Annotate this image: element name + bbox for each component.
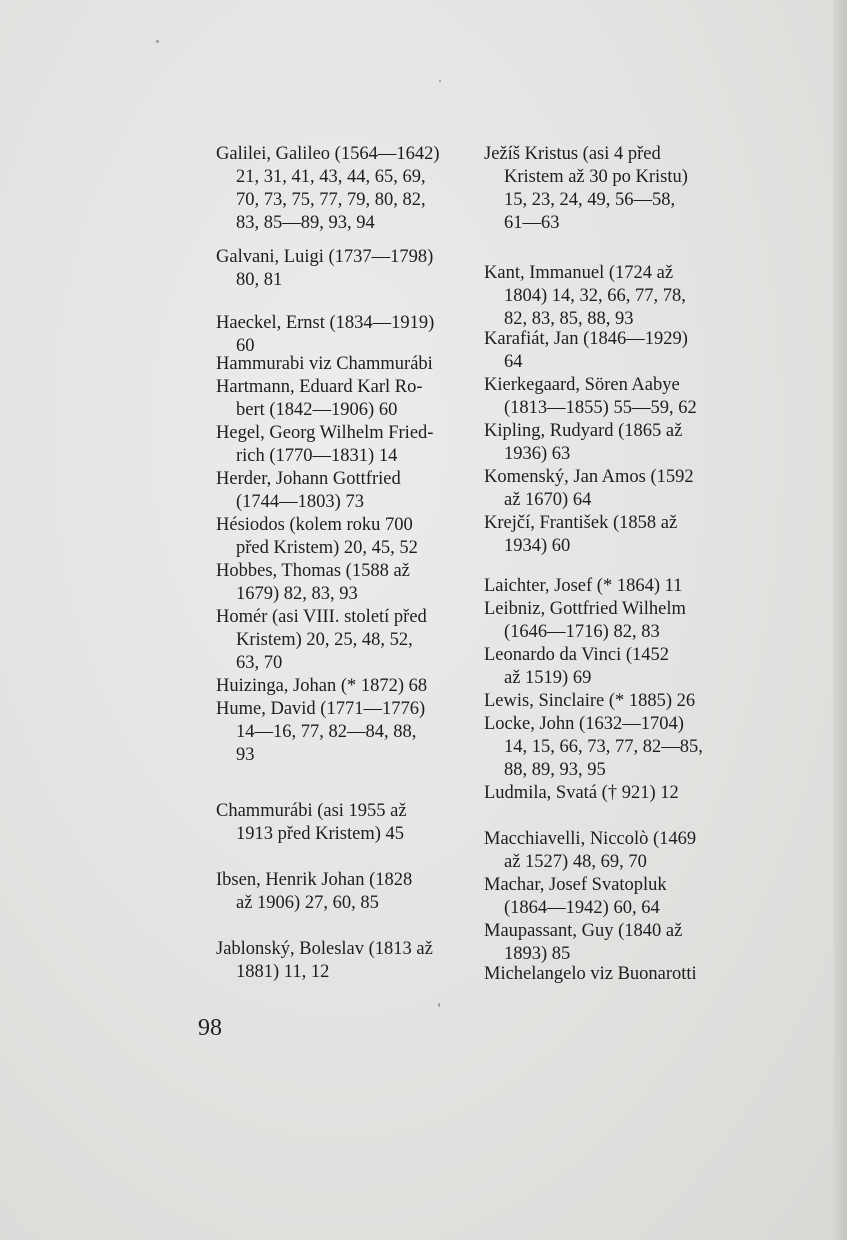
index-entry-heading-line: Ludmila, Svatá († 921) 12: [484, 783, 679, 803]
index-entry-continuation-line: Kristem) 20, 25, 48, 52,: [236, 630, 413, 650]
index-entry: [484, 328, 754, 374]
index-entry-continuation-line: 70, 73, 75, 77, 79, 80, 82,: [236, 190, 426, 210]
index-entry-heading-line: Komenský, Jan Amos (1592: [484, 467, 694, 487]
index-entry: [484, 512, 754, 558]
index-entry: [484, 782, 754, 805]
index-entry: [216, 606, 486, 675]
index-entry: [216, 312, 486, 358]
index-entry-heading-line: Maupassant, Guy (1840 až: [484, 921, 683, 941]
index-entry: [484, 143, 754, 235]
index-entry: [484, 644, 754, 690]
index-entry: [484, 713, 754, 782]
index-entry-heading-line: Kant, Immanuel (1724 až: [484, 263, 674, 283]
index-entry-continuation-line: až 1906) 27, 60, 85: [236, 893, 379, 913]
index-entry-heading-line: Hammurabi viz Chammurábi: [216, 354, 433, 374]
index-entry-continuation-line: 1804) 14, 32, 66, 77, 78,: [504, 286, 686, 306]
index-entry: [216, 353, 486, 376]
index-entry: [484, 420, 754, 466]
index-entry-heading-line: Hartmann, Eduard Karl Ro-: [216, 377, 423, 397]
index-entry: [216, 869, 486, 915]
index-entry: [216, 514, 486, 560]
index-entry-continuation-line: (1864—1942) 60, 64: [504, 898, 660, 918]
index-entry-heading-line: Kierkegaard, Sören Aabye: [484, 375, 680, 395]
index-entry: [484, 466, 754, 512]
index-entry: [216, 698, 486, 767]
index-entry-heading-line: Locke, John (1632—1704): [484, 714, 684, 734]
index-entry-continuation-line: 61—63: [504, 213, 560, 233]
index-entry-continuation-line: 93: [236, 745, 255, 765]
index-entry-continuation-line: 80, 81: [236, 270, 283, 290]
index-entry-heading-line: Chammurábi (asi 1955 až: [216, 801, 407, 821]
index-entry-heading-line: Leonardo da Vinci (1452: [484, 645, 670, 665]
index-entry: [216, 938, 486, 984]
index-entry-heading-line: Hésiodos (kolem roku 700: [216, 515, 413, 535]
index-entry: [216, 422, 486, 468]
index-entry-heading-line: Krejčí, František (1858 až: [484, 513, 678, 533]
index-entry-heading-line: Jablonský, Boleslav (1813 až: [216, 939, 433, 959]
index-entry-heading-line: Machar, Josef Svatopluk: [484, 875, 667, 895]
index-entry-heading-line: Michelangelo viz Buonarotti: [484, 964, 697, 984]
index-entry-continuation-line: 60: [236, 336, 255, 356]
index-entry: [216, 560, 486, 606]
index-entry-continuation-line: 1893) 85: [504, 944, 571, 964]
paper-speck: [438, 1003, 440, 1007]
index-entry-continuation-line: až 1519) 69: [504, 668, 592, 688]
index-entry-heading-line: Herder, Johann Gottfried: [216, 469, 401, 489]
index-entry: [216, 675, 486, 698]
index-entry-heading-line: Hegel, Georg Wilhelm Fried-: [216, 423, 434, 443]
index-entry: [484, 690, 754, 713]
index-entry-heading-line: Homér (asi VIII. století před: [216, 607, 427, 627]
index-entry-continuation-line: 1936) 63: [504, 444, 571, 464]
index-entry-heading-line: Haeckel, Ernst (1834—1919): [216, 313, 435, 333]
index-entry: [484, 598, 754, 644]
index-entry-continuation-line: 21, 31, 41, 43, 44, 65, 69,: [236, 167, 426, 187]
index-entry-continuation-line: 82, 83, 85, 88, 93: [504, 309, 634, 329]
index-entry: [484, 920, 754, 966]
index-entry: [216, 376, 486, 422]
index-entry: [216, 246, 486, 292]
index-entry-continuation-line: rich (1770—1831) 14: [236, 446, 398, 466]
paper-speck: [156, 40, 159, 43]
index-entry-continuation-line: 1679) 82, 83, 93: [236, 584, 358, 604]
index-entry-continuation-line: Kristem až 30 po Kristu): [504, 167, 688, 187]
index-entry-heading-line: Lewis, Sinclaire (* 1885) 26: [484, 691, 696, 711]
page-edge-shadow: [833, 0, 847, 1240]
index-entry: [484, 963, 754, 986]
index-entry-continuation-line: 1881) 11, 12: [236, 962, 330, 982]
index-entry-heading-line: Macchiavelli, Niccolò (1469: [484, 829, 697, 849]
index-entry-heading-line: Hume, David (1771—1776): [216, 699, 426, 719]
index-entry-continuation-line: 1934) 60: [504, 536, 571, 556]
paper-speck: [439, 80, 441, 82]
index-entry-continuation-line: 1913 před Kristem) 45: [236, 824, 405, 844]
page-number: 98: [198, 1015, 222, 1041]
index-entry-heading-line: Karafiát, Jan (1846—1929): [484, 329, 688, 349]
index-entry-continuation-line: (1744—1803) 73: [236, 492, 364, 512]
index-entry: [484, 874, 754, 920]
index-entry-continuation-line: 15, 23, 24, 49, 56—58,: [504, 190, 676, 210]
index-entry-heading-line: Leibniz, Gottfried Wilhelm: [484, 599, 686, 619]
index-entry: [216, 468, 486, 514]
index-entry-heading-line: Galilei, Galileo (1564—1642): [216, 144, 440, 164]
index-entry-continuation-line: 63, 70: [236, 653, 283, 673]
index-entry-continuation-line: až 1527) 48, 69, 70: [504, 852, 647, 872]
index-entry: [484, 828, 754, 874]
index-entry-continuation-line: 88, 89, 93, 95: [504, 760, 606, 780]
index-entry-heading-line: Huizinga, Johan (* 1872) 68: [216, 676, 428, 696]
index-entry-continuation-line: až 1670) 64: [504, 490, 592, 510]
index-entry-continuation-line: 64: [504, 352, 523, 372]
index-entry-heading-line: Kipling, Rudyard (1865 až: [484, 421, 683, 441]
index-entry-continuation-line: před Kristem) 20, 45, 52: [236, 538, 418, 558]
index-entry: [484, 575, 754, 598]
index-entry-continuation-line: bert (1842—1906) 60: [236, 400, 398, 420]
index-entry: [216, 800, 486, 846]
index-entry-heading-line: Laichter, Josef (* 1864) 11: [484, 576, 683, 596]
index-entry-continuation-line: (1813—1855) 55—59, 62: [504, 398, 697, 418]
index-entry-heading-line: Ibsen, Henrik Johan (1828: [216, 870, 413, 890]
index-entry-continuation-line: 14, 15, 66, 73, 77, 82—85,: [504, 737, 703, 757]
index-entry-heading-line: Galvani, Luigi (1737—1798): [216, 247, 434, 267]
index-entry-continuation-line: (1646—1716) 82, 83: [504, 622, 660, 642]
index-entry: [484, 262, 754, 331]
index-entry: [216, 143, 486, 235]
index-entry-heading-line: Ježíš Kristus (asi 4 před: [484, 144, 661, 164]
index-entry-continuation-line: 83, 85—89, 93, 94: [236, 213, 375, 233]
index-entry-continuation-line: 14—16, 77, 82—84, 88,: [236, 722, 417, 742]
index-entry-heading-line: Hobbes, Thomas (1588 až: [216, 561, 410, 581]
index-entry: [484, 374, 754, 420]
